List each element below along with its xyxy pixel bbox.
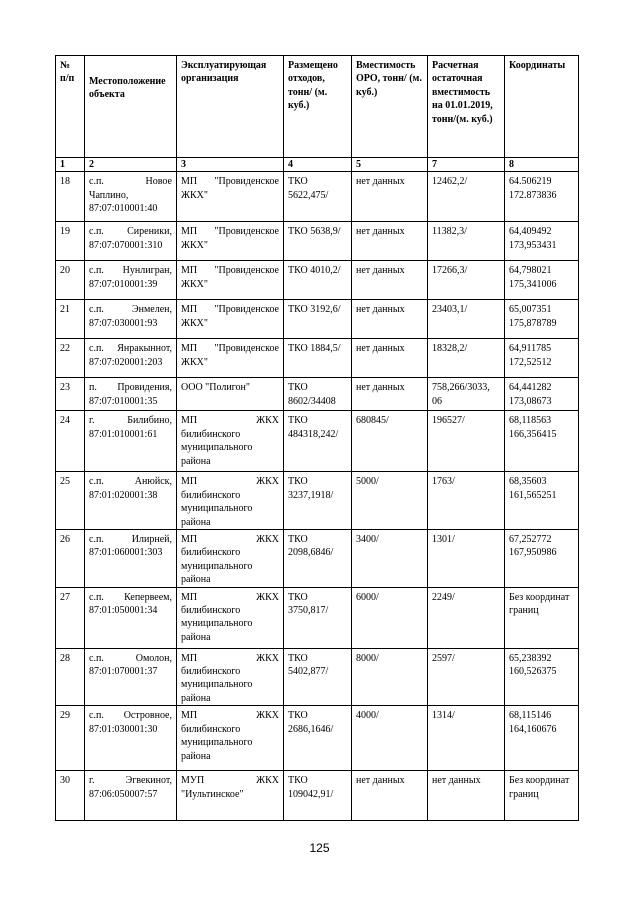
operator-cell: МП ЖКХ билибинского муниципального района xyxy=(177,587,284,648)
location-cell: с.п. Новое Чаплино, 87:07:010001:40 xyxy=(85,172,177,222)
row-number: 24 xyxy=(56,411,85,472)
capacity-cell: нет данных xyxy=(352,771,428,821)
coordinates-cell: 67,252772 167,950986 xyxy=(505,530,579,588)
column-number: 8 xyxy=(505,158,579,172)
row-number: 25 xyxy=(56,472,85,530)
row-number: 23 xyxy=(56,378,85,411)
row-number: 29 xyxy=(56,706,85,771)
remaining-capacity-cell: 1301/ xyxy=(428,530,505,588)
waste-placed-cell: ТКО 5622,475/ xyxy=(284,172,352,222)
waste-placed-cell: ТКО 2098,6846/ xyxy=(284,530,352,588)
table-header-row xyxy=(56,56,579,158)
location-cell: с.п. Нунлигран, 87:07:010001:39 xyxy=(85,261,177,300)
remaining-capacity-cell: 17266,3/ xyxy=(428,261,505,300)
coordinates-cell: Без координат границ xyxy=(505,587,579,648)
table-row xyxy=(56,411,579,472)
row-number: 22 xyxy=(56,339,85,378)
row-number: 21 xyxy=(56,300,85,339)
column-number-row xyxy=(56,158,579,172)
column-number: 4 xyxy=(284,158,352,172)
column-number: 2 xyxy=(85,158,177,172)
table-row xyxy=(56,378,579,411)
coordinates-cell: 64,441282 173,08673 xyxy=(505,378,579,411)
location-cell: с.п. Илирней, 87:01:060001:303 xyxy=(85,530,177,588)
row-number: 20 xyxy=(56,261,85,300)
table-row xyxy=(56,648,579,706)
remaining-capacity-cell: 23403,1/ xyxy=(428,300,505,339)
operator-cell: МП ЖКХ билибинского муниципального района xyxy=(177,648,284,706)
remaining-capacity-cell: 1314/ xyxy=(428,706,505,771)
header-coordinates: Координаты xyxy=(505,56,579,158)
column-number: 7 xyxy=(428,158,505,172)
waste-placed-cell: ТКО 1884,5/ xyxy=(284,339,352,378)
header-location: Местоположение объекта xyxy=(85,56,177,158)
location-cell: с.п. Энмелен, 87:07:030001:93 xyxy=(85,300,177,339)
table-row xyxy=(56,530,579,588)
table-row xyxy=(56,300,579,339)
capacity-cell: нет данных xyxy=(352,261,428,300)
waste-placed-cell: ТКО 3192,6/ xyxy=(284,300,352,339)
remaining-capacity-cell: 758,266/3033, 06 xyxy=(428,378,505,411)
operator-cell: МП "Провиденское ЖКХ" xyxy=(177,339,284,378)
location-cell: с.п. Омолон, 87:01:070001:37 xyxy=(85,648,177,706)
waste-placed-cell: ТКО 2686,1646/ xyxy=(284,706,352,771)
table-row xyxy=(56,706,579,771)
header-capacity: Вместимость ОРО, тонн/ (м. куб.) xyxy=(352,56,428,158)
coordinates-cell: 64,911785 172,52512 xyxy=(505,339,579,378)
coordinates-cell: 68,115146 164,160676 xyxy=(505,706,579,771)
coordinates-cell: 64,409492 173,953431 xyxy=(505,222,579,261)
waste-placed-cell: ТКО 8602/34408 xyxy=(284,378,352,411)
coordinates-cell: 64,798021 175,341006 xyxy=(505,261,579,300)
operator-cell: МП ЖКХ билибинского муниципального района xyxy=(177,411,284,472)
waste-placed-cell: ТКО 3237,1918/ xyxy=(284,472,352,530)
remaining-capacity-cell: нет данных xyxy=(428,771,505,821)
column-number: 1 xyxy=(56,158,85,172)
capacity-cell: нет данных xyxy=(352,172,428,222)
operator-cell: МП "Провиденское ЖКХ" xyxy=(177,172,284,222)
location-cell: с.п. Сиреники, 87:07:070001:310 xyxy=(85,222,177,261)
capacity-cell: 680845/ xyxy=(352,411,428,472)
remaining-capacity-cell: 2597/ xyxy=(428,648,505,706)
header-waste-placed: Размещено отходов, тонн/ (м. куб.) xyxy=(284,56,352,158)
coordinates-cell: 68,118563 166,356415 xyxy=(505,411,579,472)
header-remaining-capacity: Расчетная остаточная вместимость на 01.01.2019, тонн/(м. куб.) xyxy=(428,56,505,158)
table-row xyxy=(56,261,579,300)
capacity-cell: 3400/ xyxy=(352,530,428,588)
capacity-cell: нет данных xyxy=(352,222,428,261)
table-row xyxy=(56,222,579,261)
column-number: 5 xyxy=(352,158,428,172)
capacity-cell: нет данных xyxy=(352,300,428,339)
remaining-capacity-cell: 196527/ xyxy=(428,411,505,472)
coordinates-cell: 65,007351 175,878789 xyxy=(505,300,579,339)
table-row xyxy=(56,339,579,378)
header-number: № п/п xyxy=(56,56,85,158)
coordinates-cell: Без координат границ xyxy=(505,771,579,821)
operator-cell: МП ЖКХ билибинского муниципального района xyxy=(177,706,284,771)
waste-placed-cell: ТКО 5402,877/ xyxy=(284,648,352,706)
location-cell: с.п. Кепервеем, 87:01:050001:34 xyxy=(85,587,177,648)
location-cell: с.п. Янракыннот, 87:07:020001:203 xyxy=(85,339,177,378)
capacity-cell: 8000/ xyxy=(352,648,428,706)
operator-cell: ООО "Полигон" xyxy=(177,378,284,411)
page-number: 125 xyxy=(309,841,330,855)
coordinates-cell: 64.506219 172.873836 xyxy=(505,172,579,222)
waste-placed-cell: ТКО 484318,242/ xyxy=(284,411,352,472)
location-cell: с.п. Островное, 87:01:030001:30 xyxy=(85,706,177,771)
coordinates-cell: 65,238392 160,526375 xyxy=(505,648,579,706)
table-row xyxy=(56,771,579,821)
operator-cell: МУП ЖКХ "Иультинское" xyxy=(177,771,284,821)
capacity-cell: нет данных xyxy=(352,339,428,378)
header-operator: Эксплуатирующая организация xyxy=(177,56,284,158)
location-cell: г. Билибино, 87:01:010001:61 xyxy=(85,411,177,472)
operator-cell: МП ЖКХ билибинского муниципального района xyxy=(177,472,284,530)
table-row xyxy=(56,587,579,648)
row-number: 26 xyxy=(56,530,85,588)
capacity-cell: 4000/ xyxy=(352,706,428,771)
waste-placed-cell: ТКО 109042,91/ xyxy=(284,771,352,821)
remaining-capacity-cell: 11382,3/ xyxy=(428,222,505,261)
column-number: 3 xyxy=(177,158,284,172)
operator-cell: МП "Провиденское ЖКХ" xyxy=(177,300,284,339)
operator-cell: МП ЖКХ билибинского муниципального района xyxy=(177,530,284,588)
waste-placed-cell: ТКО 4010,2/ xyxy=(284,261,352,300)
operator-cell: МП "Провиденское ЖКХ" xyxy=(177,261,284,300)
row-number: 27 xyxy=(56,587,85,648)
row-number: 28 xyxy=(56,648,85,706)
remaining-capacity-cell: 2249/ xyxy=(428,587,505,648)
row-number: 18 xyxy=(56,172,85,222)
location-cell: п. Провидения, 87:07:010001:35 xyxy=(85,378,177,411)
row-number: 30 xyxy=(56,771,85,821)
location-cell: с.п. Анюйск, 87:01:020001:38 xyxy=(85,472,177,530)
waste-placed-cell: ТКО 3750,817/ xyxy=(284,587,352,648)
table-row xyxy=(56,172,579,222)
remaining-capacity-cell: 1763/ xyxy=(428,472,505,530)
remaining-capacity-cell: 18328,2/ xyxy=(428,339,505,378)
coordinates-cell: 68,35603 161,565251 xyxy=(505,472,579,530)
table-row xyxy=(56,472,579,530)
capacity-cell: нет данных xyxy=(352,378,428,411)
remaining-capacity-cell: 12462,2/ xyxy=(428,172,505,222)
capacity-cell: 5000/ xyxy=(352,472,428,530)
operator-cell: МП "Провиденское ЖКХ" xyxy=(177,222,284,261)
row-number: 19 xyxy=(56,222,85,261)
waste-facilities-table xyxy=(55,55,579,821)
location-cell: г. Эгвекинот, 87:06:050007:57 xyxy=(85,771,177,821)
capacity-cell: 6000/ xyxy=(352,587,428,648)
waste-placed-cell: ТКО 5638,9/ xyxy=(284,222,352,261)
